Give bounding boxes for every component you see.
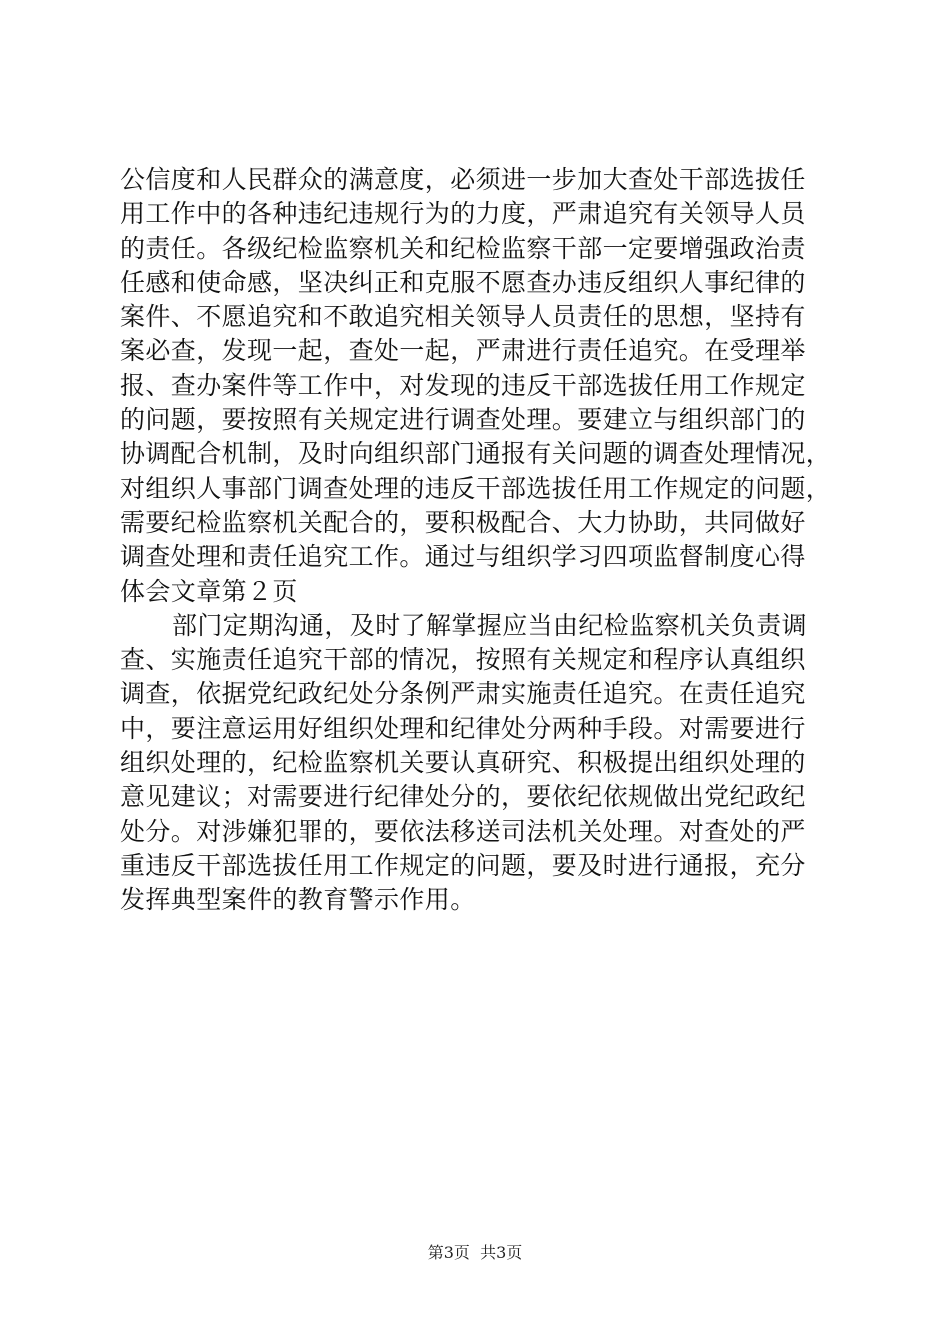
text-line: 协调配合机制，及时向组织部门通报有关问题的调查处理情况， bbox=[120, 439, 832, 469]
text-line: 发挥典型案件的教育警示作用。 bbox=[120, 885, 476, 915]
text-line: 报、查办案件等工作中，对发现的违反干部选拔任用工作规定 bbox=[120, 370, 806, 400]
text-line: 调查，依据党纪政纪处分条例严肃实施责任追究。在责任追究 bbox=[120, 679, 806, 709]
text-line: 中，要注意运用好组织处理和纪律处分两种手段。对需要进行 bbox=[120, 713, 806, 743]
text-line: 对组织人事部门调查处理的违反干部选拔任用工作规定的问题， bbox=[120, 473, 832, 503]
text-line: 意见建议；对需要进行纪律处分的，要依纪依规做出党纪政纪 bbox=[120, 782, 806, 812]
text-line: 处分。对涉嫌犯罪的，要依法移送司法机关处理。对查处的严 bbox=[120, 816, 806, 846]
text-line: 用工作中的各种违纪违规行为的力度，严肃追究有关领导人员 bbox=[120, 199, 806, 229]
text-line: 组织处理的，纪检监察机关要认真研究、积极提出组织处理的 bbox=[120, 748, 806, 778]
document-body bbox=[120, 163, 836, 918]
text-line: 任感和使命感，坚决纠正和克服不愿查办违反组织人事纪律的 bbox=[120, 267, 806, 297]
text-line: 的责任。各级纪检监察机关和纪检监察干部一定要增强政治责 bbox=[120, 233, 806, 263]
paragraph-first-line: 部门定期沟通，及时了解掌握应当由纪检监察机关负责调 bbox=[172, 610, 808, 640]
text-line: 调查处理和责任追究工作。通过与组织学习四项监督制度心得 bbox=[120, 542, 806, 572]
text-line: 案必查，发现一起，查处一起，严肃进行责任追究。在受理举 bbox=[120, 336, 806, 366]
text-line: 的问题，要按照有关规定进行调查处理。要建立与组织部门的 bbox=[120, 405, 806, 435]
text-line: 公信度和人民群众的满意度，必须进一步加大查处干部选拔任 bbox=[120, 165, 806, 194]
text-line: 体会文章第２页 bbox=[120, 576, 298, 606]
text-line: 重违反干部选拔任用工作规定的问题，要及时进行通报，充分 bbox=[120, 850, 806, 880]
page-number-footer: 第3页 共3页 bbox=[427, 1243, 523, 1262]
text-line: 案件、不愿追究和不敢追究相关领导人员责任的思想，坚持有 bbox=[120, 302, 806, 332]
text-line: 查、实施责任追究干部的情况，按照有关规定和程序认真组织 bbox=[120, 645, 806, 675]
text-line: 需要纪检监察机关配合的，要积极配合、大力协助，共同做好 bbox=[120, 507, 806, 537]
